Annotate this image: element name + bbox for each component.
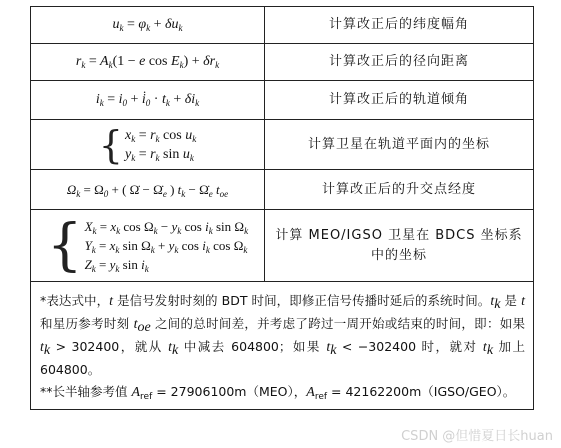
table-row: [31, 81, 534, 120]
description-cell: 计算改正后的径向距离: [265, 44, 534, 81]
formula-cell: $\Omega_k = \Omega_0$ + ( Ω̇ − $\Omegȧ_e$ ) $t_k$ − $\Omegȧ_e$ $t_{oe}$: [31, 170, 265, 210]
table-row: [31, 210, 534, 282]
table-row: [31, 7, 534, 44]
formula-cell: $u_k = \varphi_k + \delta u_k$: [31, 7, 265, 44]
formula-cell: $r_k = A_k(1 - e$ $\cos E_k) + \delta r_k$: [31, 44, 265, 81]
table-row: [31, 120, 534, 170]
description-cell: 计算改正后的升交点经度: [265, 170, 534, 210]
table-row: [31, 170, 534, 210]
notes-row: [31, 282, 534, 410]
description-cell: 计算 MEO/IGSO 卫星在 BDCS 坐标系中的坐标: [265, 210, 534, 282]
description-cell: 计算改正后的纬度幅角: [265, 7, 534, 44]
note-paragraph-1: *表达式中，t 是信号发射时刻的 BDT 时间，即修正信号传播时延后的系统时间。$t_k$ 是 t 和星历参考时刻 $t_{oe}$ 之间的总时间差，并考虑了跨过一周开始或结束的时间，即：如果 $t_k > 302400$，就从 $t_k$ 中减去 604800；如果 $t_k < -302400$ 时，就对 $t_k$ 加上 604800。: [40, 292, 525, 377]
formula-cell: $i_k = i_0$ + $i̇_0 \cdot t_k + \delta i_k$: [31, 81, 265, 120]
formula-cell: { $x_k = r_k$ $\cos u_k$ $y_k = r_k$ $\sin u_k$: [31, 120, 265, 170]
watermark: CSDN @但惜夏日长huan: [401, 429, 553, 444]
description-cell: 计算改正后的轨道倾角: [265, 81, 534, 120]
description-cell: 计算卫星在轨道平面内的坐标: [265, 120, 534, 170]
notes-cell: [31, 282, 534, 410]
table-row: [31, 44, 534, 81]
note-paragraph-2: **长半轴参考值 $A_{ref} = 27906100m(MEO)$，$A_{ref}$ = 42162200m（IGSO/GEO）。: [40, 383, 516, 402]
formula-cell: { $X_k = x_k$ $\cos \Omega_k - y_k$ $\cos i_k$ $\sin \Omega_k$ $Y_k = x_k$ $\sin \Omega_k + y_k$ $\cos i_k$ $\cos \Omega_k$ $Z_k = y_k$ $\sin i_k$: [31, 210, 265, 282]
formula-table: [30, 6, 534, 410]
